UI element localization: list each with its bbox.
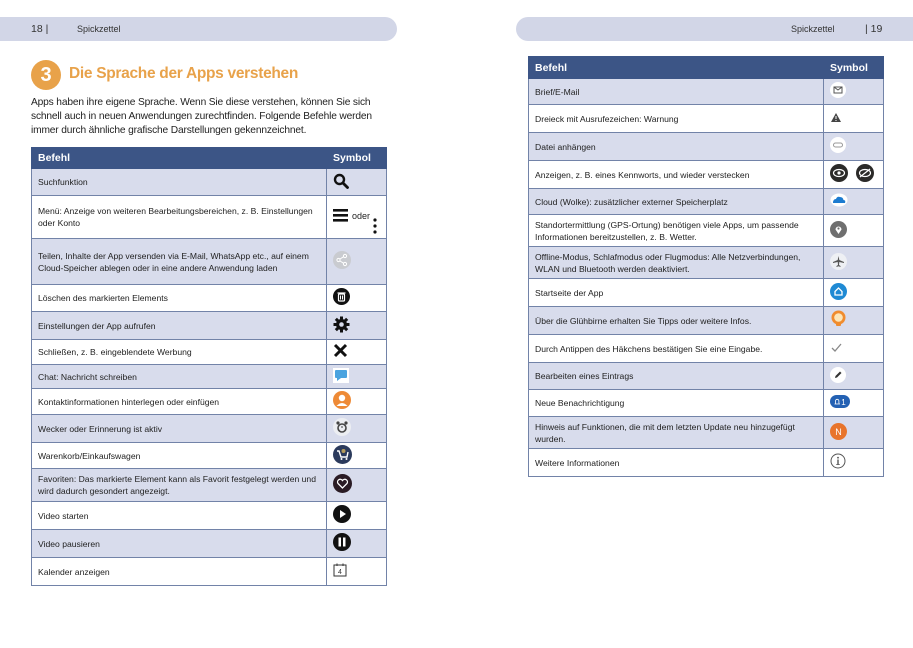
command-cell: Suchfunktion — [32, 169, 327, 196]
shopping-cart-icon — [333, 445, 352, 467]
table-row — [32, 530, 387, 558]
command-cell: Video pausieren — [32, 530, 327, 558]
command-cell: Einstellungen der App aufrufen — [32, 312, 327, 340]
airplane-icon — [830, 253, 847, 273]
symbol-cell — [327, 285, 387, 312]
pause-icon — [333, 533, 351, 554]
right-running-title: Spickzettel — [791, 24, 835, 34]
table-row — [32, 443, 387, 469]
symbol-cell — [327, 312, 387, 340]
svg-text:N: N — [835, 426, 842, 437]
right-page-header-bar — [516, 17, 913, 41]
left-page-header-bar — [0, 17, 397, 41]
command-cell: Hinweis auf Funktionen, die mit dem letzten Update neu hinzugefügt wurden. — [529, 417, 824, 449]
table-row — [529, 105, 884, 133]
table-row — [529, 417, 884, 449]
share-icon — [333, 251, 351, 272]
symbol-cell — [327, 469, 387, 502]
table-row — [32, 365, 387, 389]
command-cell: Datei anhängen — [529, 133, 824, 161]
command-cell: Warenkorb/Einkaufswagen — [32, 443, 327, 469]
column-header-befehl: Befehl — [529, 57, 824, 79]
chapter-number-badge: 3 — [31, 60, 61, 90]
column-header-symbol: Symbol — [327, 148, 387, 169]
symbol-cell — [824, 79, 884, 105]
symbol-cell — [824, 417, 884, 449]
table-row — [32, 285, 387, 312]
info-icon — [830, 453, 846, 472]
symbol-cell — [824, 335, 884, 363]
command-cell: Chat: Nachricht schreiben — [32, 365, 327, 389]
new-badge-icon — [830, 423, 847, 443]
command-cell: Menü: Anzeige von weiteren Bearbeitungsbereichen, z. B. Einstellungen oder Konto — [32, 196, 327, 239]
home-icon — [830, 283, 847, 303]
symbol-cell — [824, 307, 884, 335]
table-row — [32, 389, 387, 415]
table-row — [529, 335, 884, 363]
symbol-cell — [327, 502, 387, 530]
command-cell: Wecker oder Erinnerung ist aktiv — [32, 415, 327, 443]
table-row — [529, 390, 884, 417]
gear-icon — [333, 316, 350, 336]
table-row — [529, 279, 884, 307]
command-cell: Neue Benachrichtigung — [529, 390, 824, 417]
command-cell: Bearbeiten eines Eintrags — [529, 363, 824, 390]
attachment-icon — [830, 137, 846, 156]
hamburger-menu-icon — [333, 209, 348, 225]
location-pin-icon — [830, 221, 847, 241]
heart-icon — [333, 474, 352, 496]
table-row — [529, 161, 884, 189]
left-command-table — [31, 147, 387, 586]
symbol-cell — [824, 161, 884, 189]
command-cell: Kontaktinformationen hinterlegen oder einfügen — [32, 389, 327, 415]
symbol-cell — [824, 363, 884, 390]
intro-paragraph: Apps haben ihre eigene Sprache. Wenn Sie diese verstehen, können Sie sich schnell auch in neuen Anwendungen zurechtfinden. Folgende Befehle werden immer durch ähnliche grafische Darstellungen gekennzeichnet. — [31, 97, 372, 136]
symbol-cell — [327, 169, 387, 196]
symbol-cell — [327, 558, 387, 586]
symbol-cell — [327, 530, 387, 558]
command-cell: Standortermittlung (GPS-Ortung) benötigen viele Apps, um passende Informationen bereitzustellen, z. B. Wetter. — [529, 215, 824, 247]
close-icon — [333, 343, 348, 361]
notification-bell-icon — [830, 395, 850, 411]
symbol-cell — [327, 389, 387, 415]
mail-icon — [830, 82, 846, 101]
command-cell: Brief/E-Mail — [529, 79, 824, 105]
eye-off-icon — [856, 164, 874, 185]
table-row — [32, 196, 387, 239]
table-row — [32, 340, 387, 365]
cloud-icon — [830, 193, 848, 210]
command-cell: Kalender anzeigen — [32, 558, 327, 586]
command-cell: Cloud (Wolke): zusätzlicher externer Speicherplatz — [529, 189, 824, 215]
symbol-cell — [824, 279, 884, 307]
table-row — [529, 189, 884, 215]
table-row — [529, 247, 884, 279]
trash-icon — [333, 288, 350, 308]
command-cell: Offline-Modus, Schlafmodus oder Flugmodus: Alle Netzverbindungen, WLAN und Bluetooth werden deaktiviert. — [529, 247, 824, 279]
symbol-cell — [824, 215, 884, 247]
pencil-icon — [830, 367, 846, 386]
command-cell: Schließen, z. B. eingeblendete Werbung — [32, 340, 327, 365]
symbol-cell — [824, 449, 884, 477]
table-row — [32, 312, 387, 340]
column-header-symbol: Symbol — [824, 57, 884, 79]
symbol-cell — [327, 443, 387, 469]
table-row — [529, 215, 884, 247]
table-row — [529, 449, 884, 477]
command-cell: Startseite der App — [529, 279, 824, 307]
command-cell: Weitere Informationen — [529, 449, 824, 477]
table-row — [529, 307, 884, 335]
left-page-number: 18 | — [31, 23, 49, 35]
search-icon — [333, 173, 349, 192]
symbol-alternative-text: oder — [352, 210, 371, 221]
eye-icon — [830, 164, 848, 185]
calendar-icon — [333, 563, 347, 580]
chat-icon — [333, 368, 349, 386]
command-cell: Durch Antippen des Häkchens bestätigen Sie eine Eingabe. — [529, 335, 824, 363]
table-row — [529, 79, 884, 105]
left-running-title: Spickzettel — [77, 24, 121, 34]
table-row — [32, 169, 387, 196]
right-command-table — [528, 56, 884, 477]
symbol-cell — [824, 390, 884, 417]
symbol-cell — [327, 365, 387, 389]
vertical-dots-menu-icon — [373, 218, 377, 237]
symbol-cell — [327, 340, 387, 365]
svg-text:4: 4 — [338, 569, 342, 576]
alarm-clock-icon — [333, 418, 351, 439]
warning-icon — [830, 112, 842, 126]
symbol-cell — [327, 415, 387, 443]
right-page-number: | 19 — [865, 23, 883, 35]
command-cell: Teilen, Inhalte der App versenden via E-Mail, WhatsApp etc., auf einem Cloud-Speicher ablegen oder in eine andere Anwendung laden — [32, 239, 327, 285]
symbol-cell — [327, 239, 387, 285]
symbol-cell — [824, 247, 884, 279]
contact-icon — [333, 391, 351, 412]
command-cell: Favoriten: Das markierte Element kann als Favorit festgelegt werden und wird dadurch gesondert angezeigt. — [32, 469, 327, 502]
symbol-cell — [824, 105, 884, 133]
command-cell: Video starten — [32, 502, 327, 530]
command-cell: Löschen des markierten Elements — [32, 285, 327, 312]
svg-text:1: 1 — [841, 398, 846, 407]
symbol-cell — [824, 133, 884, 161]
table-row — [32, 415, 387, 443]
play-icon — [333, 505, 351, 526]
table-row — [32, 469, 387, 502]
table-row — [529, 363, 884, 390]
symbol-cell — [327, 196, 387, 239]
table-row — [32, 239, 387, 285]
command-cell: Über die Glühbirne erhalten Sie Tipps oder weitere Infos. — [529, 307, 824, 335]
command-cell: Anzeigen, z. B. eines Kennworts, und wieder verstecken — [529, 161, 824, 189]
table-row — [32, 502, 387, 530]
checkmark-icon — [830, 342, 843, 356]
chapter-title: Die Sprache der Apps verstehen — [69, 65, 299, 82]
lightbulb-icon — [830, 310, 847, 331]
table-row — [32, 558, 387, 586]
command-cell: Dreieck mit Ausrufezeichen: Warnung — [529, 105, 824, 133]
column-header-befehl: Befehl — [32, 148, 327, 169]
symbol-cell — [824, 189, 884, 215]
table-row — [529, 133, 884, 161]
